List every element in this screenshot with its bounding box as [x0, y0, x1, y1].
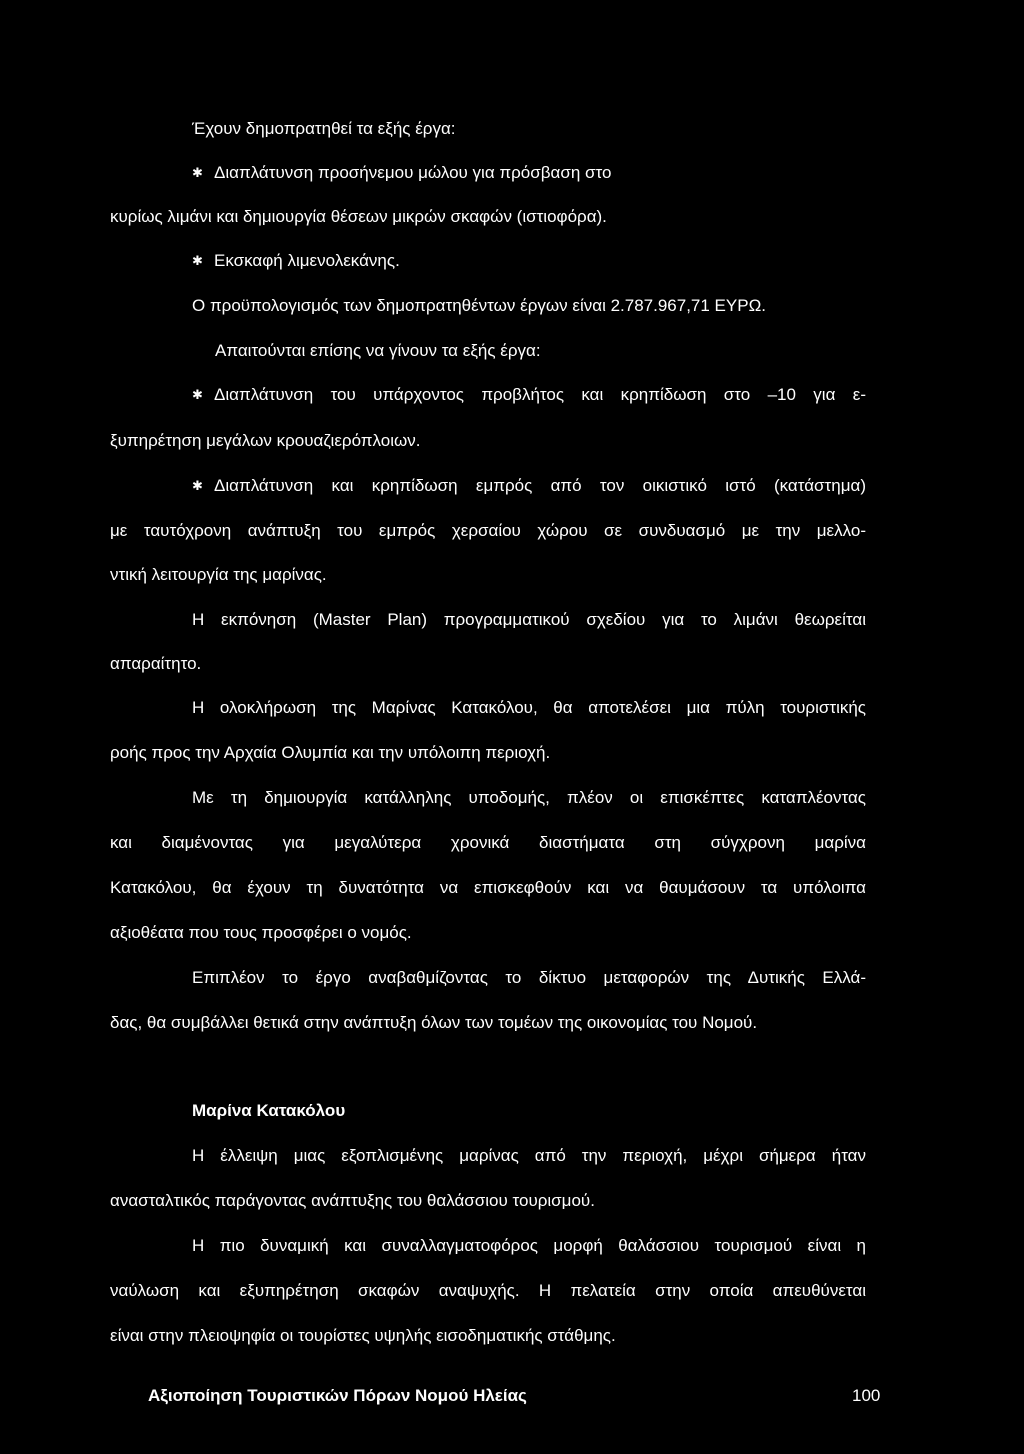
text-line: ανασταλτικός παράγοντας ανάπτυξης του θαλάσσιου τουρισμού. [110, 1191, 595, 1210]
text-line: ξυπηρέτηση μεγάλων κρουαζιερόπλοιων. [110, 431, 421, 450]
text-line: ροής προς την Αρχαία Ολυμπία και την υπόλοιπη περιοχή. [110, 743, 551, 762]
section-heading: Μαρίνα Κατακόλου [192, 1101, 346, 1120]
text-line: Επιπλέον το έργο αναβαθμίζοντας το δίκτυο μεταφορών της Δυτικής Ελλά- [192, 968, 866, 987]
text-line: και διαμένοντας για μεγαλύτερα χρονικά διαστήματα στη σύγχρονη μαρίνα [110, 833, 866, 852]
text-line: Η ολοκλήρωση της Μαρίνας Κατακόλου, θα αποτελέσει μια πύλη τουριστικής [192, 698, 866, 717]
bullet-item [192, 384, 866, 406]
text-line: ντική λειτουργία της μαρίνας. [110, 565, 327, 584]
text-line: με ταυτόχρονη ανάπτυξη του εμπρός χερσαίου χώρου σε συνδυασμό με την μελλο- [110, 521, 866, 540]
bullet-text: Διαπλάτυνση προσήνεμου μώλου για πρόσβαση στο [214, 163, 612, 182]
text-line: είναι στην πλειοψηφία οι τουρίστες υψηλής εισοδηματικής στάθμης. [110, 1326, 616, 1345]
bullet-item [192, 250, 948, 272]
text-line: ναύλωση και εξυπηρέτηση σκαφών αναψυχής. Η πελατεία στην οποία απευθύνεται [110, 1281, 866, 1300]
page-number: 100 [852, 1386, 881, 1405]
text-line: Με τη δημιουργία κατάλληλης υποδομής, πλέον οι επισκέπτες καταπλέοντας [192, 788, 866, 807]
text-line: κυρίως λιμάνι και δημιουργία θέσεων μικρών σκαφών (ιστιοφόρα). [110, 207, 607, 226]
budget-text: Ο προϋπολογισμός των δημοπρατηθέντων έργων είναι 2.787.967,71 ΕΥΡΩ. [192, 296, 767, 315]
bullet-icon: ✱ [192, 253, 203, 268]
text-line: Η εκπόνηση (Master Plan) προγραμματικού σχεδίου για το λιμάνι θεωρείται [192, 610, 866, 629]
text-line: αξιοθέατα που τους προσφέρει ο νομός. [110, 923, 412, 942]
intro-auctioned-works: Έχουν δημοπρατηθεί τα εξής έργα: [192, 119, 456, 138]
bullet-icon: ✱ [192, 165, 203, 180]
bullet-icon: ✱ [192, 478, 203, 493]
text-line: Κατακόλου, θα έχουν τη δυνατότητα να επισκεφθούν και να θαυμάσουν τα υπόλοιπα [110, 878, 866, 897]
required-works-intro: Απαιτούνται επίσης να γίνουν τα εξής έργα: [215, 341, 541, 360]
bullet-item [192, 162, 948, 184]
bullet-text: Διαπλάτυνση του υπάρχοντος προβλήτος και κρηπίδωση στο –10 για ε- [214, 385, 866, 404]
bullet-icon: ✱ [192, 387, 203, 402]
bullet-text: Εκσκαφή λιμενολεκάνης. [214, 251, 400, 270]
text-line: απαραίτητο. [110, 654, 202, 673]
footer-title: Αξιοποίηση Τουριστικών Πόρων Νομού Ηλείας [148, 1386, 527, 1405]
text-line: Η έλλειψη μιας εξοπλισμένης μαρίνας από την περιοχή, μέχρι σήμερα ήταν [192, 1146, 866, 1165]
text-line: δας, θα συμβάλλει θετικά στην ανάπτυξη όλων των τομέων της οικονομίας του Νομού. [110, 1013, 758, 1032]
bullet-item [192, 475, 866, 497]
text-line: Η πιο δυναμική και συναλλαγματοφόρος μορφή θαλάσσιου τουρισμού είναι η [192, 1236, 866, 1255]
bullet-text: Διαπλάτυνση και κρηπίδωση εμπρός από τον οικιστικό ιστό (κατάστημα) [214, 476, 866, 495]
